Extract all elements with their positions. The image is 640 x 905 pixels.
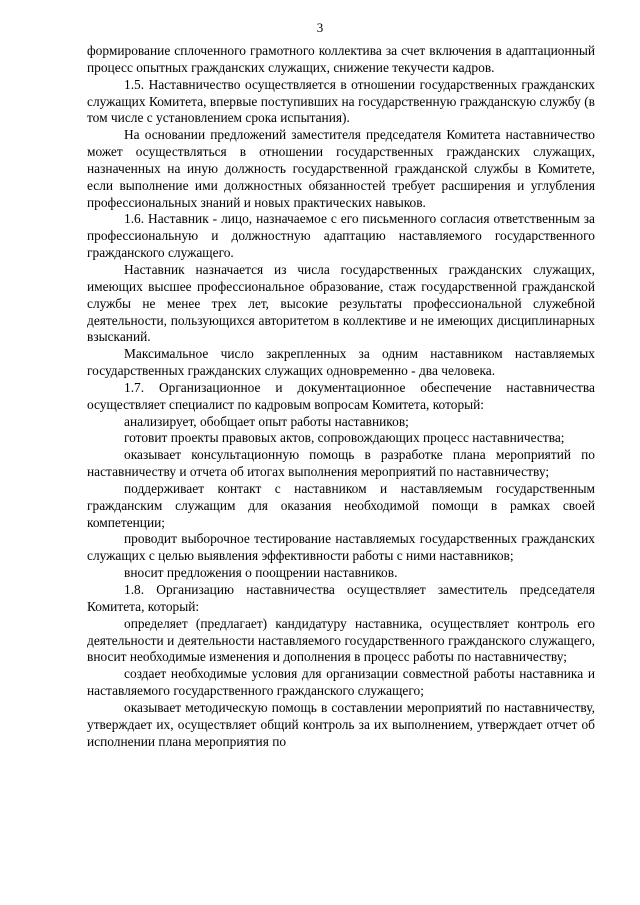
list-item-6: вносит предложения о поощрении наставников.: [124, 565, 398, 581]
paragraph-8: 1.8. Организацию наставничества осуществляет заместитель председателя Комитета, который:: [87, 582, 595, 614]
page-number: 3: [316, 20, 324, 35]
paragraph-1: формирование сплоченного грамотного коллектива за счет включения в адаптационный процесс опытных гражданских служащих, снижение текучести кадров.: [87, 43, 595, 75]
document-body: [87, 43, 595, 750]
list-item-3: оказывает консультационную помощь в разработке плана мероприятий по наставничеству и отчета об итогах выполнения мероприятий по наставничеству;: [87, 447, 595, 480]
list-item-4: поддерживает контакт с наставником и наставляемым государственным гражданским служащим для оказания необходимой помощи в рамках своей компетенции;: [87, 480, 595, 530]
paragraph-2: 1.5. Наставничество осуществляется в отношении государственных гражданских служащих Комитета, впервые поступивших на государственную гражданскую службу (в том числе с установлением срока испытания).: [87, 76, 595, 126]
paragraph-6: Максимальное число закрепленных за одним наставником наставляемых государственных гражданских служащих одновременно - два человека.: [87, 346, 595, 379]
paragraph-5: Наставник назначается из числа государственных гражданских служащих, имеющих высшее профессиональное образование, стаж государственной гражданской службы не менее трех лет, высокие результаты профессиональной служебной деятельности, пользующихся авторитетом в коллективе и не имеющих дисциплинарных взысканий.: [87, 261, 595, 345]
paragraph-4: 1.6. Наставник - лицо, назначаемое с его письменного согласия ответственным за профессиональную и должностную адаптацию наставляемого государственного гражданского служащего.: [87, 211, 595, 261]
list-item-9: оказывает методическую помощь в составлении мероприятий по наставничеству, утверждает их, осуществляет общий контроль за их выполнением, утверждает отчет об исполнении плана мероприятия по: [87, 699, 595, 749]
paragraph-7: 1.7. Организационное и документационное обеспечение наставничества осуществляет специалист по кадровым вопросам Комитета, который:: [87, 379, 595, 412]
list-item-7: определяет (предлагает) кандидатуру наставника, осуществляет контроль его деятельности и деятельности наставляемого государственного гражданского служащего, вносит необходимые изменения и дополнения в процесс работы по наставничеству;: [87, 615, 595, 665]
paragraph-3: На основании предложений заместителя председателя Комитета наставничество может осуществляться в отношении государственных гражданских служащих, назначенных на иную должность государственной гражданской службы в Комитете, если выполнение ими должностных обязанностей требует расширения и углубления профессиональных знаний и новых практических навыков.: [87, 127, 595, 210]
list-item-1: анализирует, обобщает опыт работы наставников;: [124, 413, 409, 429]
list-item-5: проводит выборочное тестирование наставляемых государственных гражданских служащих с целью выявления эффективности работы с ними наставников;: [87, 531, 595, 564]
list-item-8: создает необходимые условия для организации совместной работы наставника и наставляемого государственного гражданского служащего;: [87, 666, 595, 699]
list-item-2: готовит проекты правовых актов, сопровождающих процесс наставничества;: [124, 430, 565, 446]
